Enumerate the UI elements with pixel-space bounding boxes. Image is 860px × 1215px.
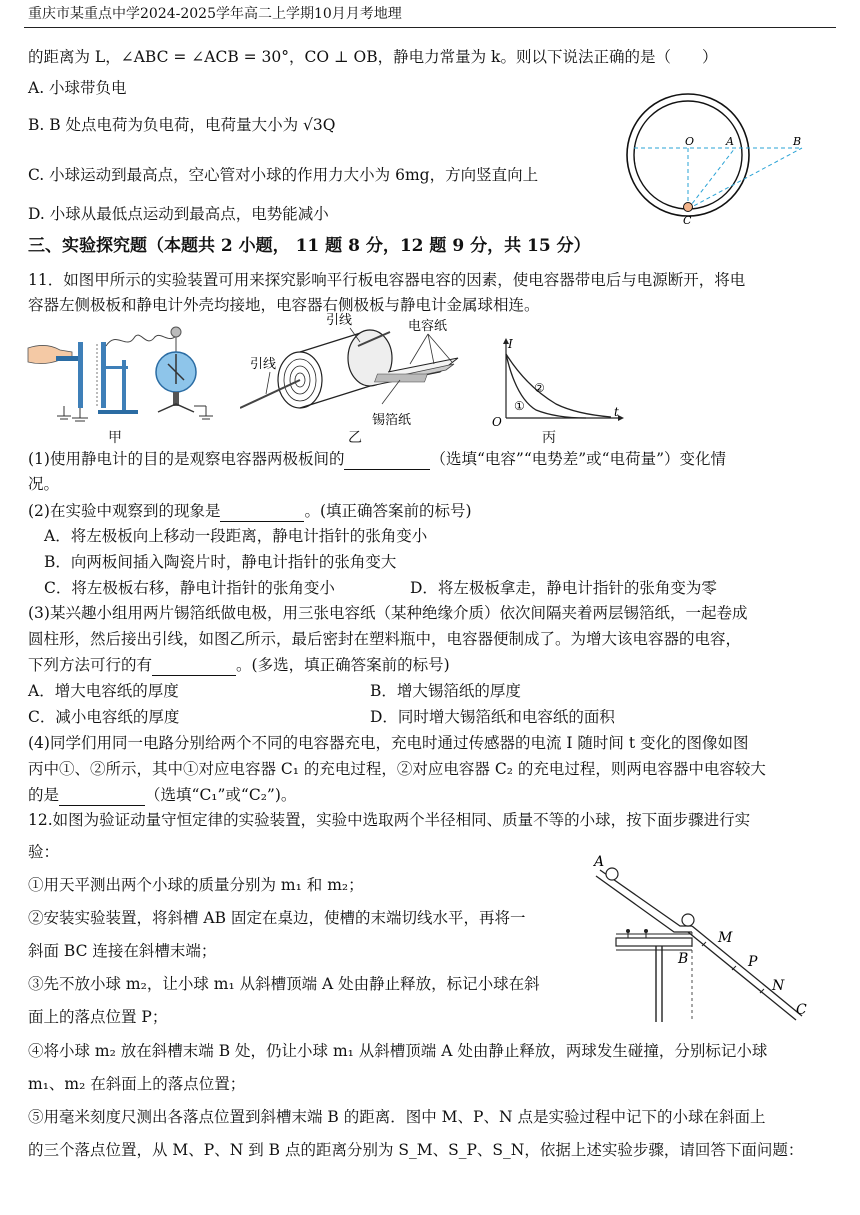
q12-step2-line1: ②安装实验装置，将斜槽 AB 固定在桌边，使槽的末端切线水平，再将一 bbox=[28, 909, 526, 927]
q10-label-o: O bbox=[685, 135, 695, 148]
q11-intro-line1: 11．如图甲所示的实验装置可用来探究影响平行板电容器电容的因素，使电容器带电后与电源断开，将电 bbox=[28, 271, 746, 289]
q11-part1-blank[interactable] bbox=[344, 449, 430, 470]
figure-bing-current-time-graph bbox=[486, 336, 626, 428]
q12-step1: ①用天平测出两个小球的质量分别为 m₁ 和 m₂； bbox=[28, 876, 364, 894]
page-header: 重庆市某重点中学2024-2025学年高二上学期10月月考地理 bbox=[28, 6, 402, 22]
q11-part2-text-b: 。(填正确答案前的标号) bbox=[304, 502, 472, 520]
q11-part3-line2: 圆柱形，然后接出引线，如图乙所示，最后密封在塑料瓶中，电容器便制成了。为增大该电容器的电容， bbox=[28, 630, 742, 648]
bing-label-t: t bbox=[614, 405, 619, 419]
q10-label-b: B bbox=[793, 135, 802, 148]
bing-label-i: I bbox=[508, 337, 513, 351]
q12-step2-line2: 斜面 BC 连接在斜槽末端； bbox=[28, 942, 217, 960]
q11-part2-line bbox=[28, 501, 472, 522]
q12-label-p: P bbox=[748, 954, 758, 970]
q11-part3-option-c: C．减小电容纸的厚度 bbox=[28, 708, 180, 726]
q10-label-a: A bbox=[726, 135, 734, 148]
yi-label-paper: 电容纸 bbox=[408, 319, 448, 334]
figure-jia-caption: 甲 bbox=[108, 430, 122, 446]
q10-stem: 的距离为 L，∠ABC = ∠ACB = 30°，CO ⊥ OB，静电力常量为 k。则以下说法正确的是（ ） bbox=[28, 48, 718, 66]
q12-step4-line1: ④将小球 m₂ 放在斜槽末端 B 处，仍让小球 m₁ 从斜槽顶端 A 处由静止释放，两球发生碰撞，分别标记小球 bbox=[28, 1042, 768, 1060]
q11-part2-option-d: D．将左极板拿走，静电计指针的张角变为零 bbox=[410, 579, 717, 597]
yi-label-foil: 锡箔纸 bbox=[372, 413, 412, 428]
q11-part1-line2: 况。 bbox=[28, 475, 60, 493]
section-3-title: 三、实验探究题（本题共 2 小题， 11 题 8 分，12 题 9 分，共 15 分） bbox=[28, 236, 591, 256]
q11-part4-line2: 丙中①、②所示，其中①对应电容器 C₁ 的充电过程，②对应电容器 C₂ 的充电过程，则两电容器中电容较大 bbox=[28, 760, 766, 778]
q10-option-d: D. 小球从最低点运动到最高点，电势能减小 bbox=[28, 205, 329, 223]
q11-part2-option-c: C．将左极板右移，静电计指针的张角变小 bbox=[44, 579, 335, 597]
q12-step4-line2: m₁、m₂ 在斜面上的落点位置； bbox=[28, 1075, 246, 1093]
q11-part3-option-b: B．增大锡箔纸的厚度 bbox=[370, 682, 521, 700]
q11-part3-line1: (3)某兴趣小组用两片锡箔纸做电极，用三张电容纸（某种绝缘介质）依次间隔夹着两层锡箔纸，一起卷成 bbox=[28, 604, 748, 622]
header-divider bbox=[24, 27, 836, 28]
q11-part3-option-a: A．增大电容纸的厚度 bbox=[28, 682, 179, 700]
bing-label-curve-1: ① bbox=[514, 399, 525, 413]
q12-intro-line2: 验： bbox=[28, 843, 60, 861]
figure-yi-caption: 乙 bbox=[348, 430, 362, 446]
q12-step5-line1: ⑤用毫米刻度尺测出各落点位置到斜槽末端 B 的距离．图中 M、P、N 点是实验过程中记下的小球在斜面上 bbox=[28, 1108, 766, 1126]
q12-label-b: B bbox=[678, 951, 689, 967]
q10-option-b: B. B 处点电荷为负电荷，电荷量大小为 √3Q bbox=[28, 116, 336, 134]
q11-part4-line1: (4)同学们用同一电路分别给两个不同的电容器充电，充电时通过传感器的电流 I 随时间 t 变化的图像如图 bbox=[28, 734, 749, 752]
figure-jia-electrometer bbox=[26, 320, 226, 445]
q11-part1-text-a: (1)使用静电计的目的是观察电容器两极板间的 bbox=[28, 450, 345, 468]
yi-label-lead-top: 引线 bbox=[326, 313, 353, 328]
q12-label-n: N bbox=[772, 978, 785, 994]
q11-part3-option-d: D．同时增大锡箔纸和电容纸的面积 bbox=[370, 708, 615, 726]
q12-label-a: A bbox=[594, 854, 605, 870]
q11-part3-text-a: 下列方法可行的有 bbox=[28, 656, 153, 674]
q10-option-a: A. 小球带负电 bbox=[28, 79, 127, 97]
q11-part2-option-a: A．将左极板向上移动一段距离，静电计指针的张角变小 bbox=[44, 527, 428, 545]
q11-part4-text-b: （选填“C₁”或“C₂”)。 bbox=[145, 786, 297, 804]
q11-part4-line3 bbox=[28, 785, 296, 806]
q12-label-m: M bbox=[718, 930, 733, 946]
q10-option-c: C. 小球运动到最高点，空心管对小球的作用力大小为 6mg，方向竖直向上 bbox=[28, 166, 539, 184]
figure-bing-caption: 丙 bbox=[542, 430, 556, 446]
bing-label-curve-2: ② bbox=[534, 381, 545, 395]
q12-label-c: C bbox=[796, 1002, 807, 1018]
figure-yi-rolled-capacitor bbox=[240, 312, 480, 430]
q11-part4-text-a: 的是 bbox=[28, 786, 60, 804]
q10-ring-figure bbox=[622, 92, 822, 228]
q11-part3-blank[interactable] bbox=[152, 655, 236, 676]
q12-step5-line2: 的三个落点位置，从 M、P、N 到 B 点的距离分别为 S_M、S_P、S_N，依据上述实验步骤，请回答下面问题： bbox=[28, 1141, 804, 1159]
q11-part3-line3 bbox=[28, 655, 450, 676]
q12-chute-incline-figure bbox=[592, 846, 816, 1026]
q11-part2-option-b: B．向两板间插入陶瓷片时，静电计指针的张角变大 bbox=[44, 553, 397, 571]
yi-label-lead-left: 引线 bbox=[250, 357, 277, 372]
q12-step3-line2: 面上的落点位置 P； bbox=[28, 1008, 168, 1026]
q12-intro-line1: 12.如图为验证动量守恒定律的实验装置，实验中选取两个半径相同、质量不等的小球，按下面步骤进行实 bbox=[28, 811, 751, 829]
q11-part1-line1 bbox=[28, 449, 726, 470]
q11-part4-blank[interactable] bbox=[59, 785, 145, 806]
q11-part2-blank[interactable] bbox=[220, 501, 304, 522]
q12-step3-line1: ③先不放小球 m₂，让小球 m₁ 从斜槽顶端 A 处由静止释放，标记小球在斜 bbox=[28, 975, 540, 993]
q10-label-c: C bbox=[683, 214, 692, 227]
q11-part2-text-a: (2)在实验中观察到的现象是 bbox=[28, 502, 221, 520]
q11-part1-text-b: （选填“电容”“电势差”或“电荷量”）变化情 bbox=[430, 450, 727, 468]
bing-label-o: O bbox=[492, 415, 502, 428]
q11-part3-text-b: 。(多选，填正确答案前的标号) bbox=[236, 656, 450, 674]
q11-intro-line2: 容器左侧极板和静电计外壳均接地，电容器右侧极板与静电计金属球相连。 bbox=[28, 296, 540, 314]
